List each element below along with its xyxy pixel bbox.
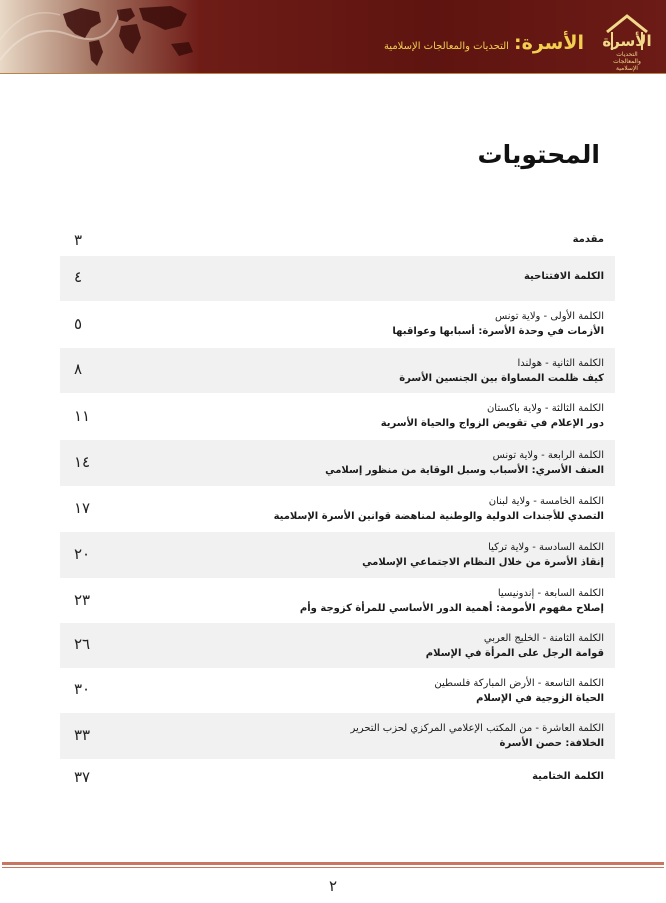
toc-row[interactable] <box>60 623 615 668</box>
toc-speaker: الكلمة الثامنة - الخليج العربي <box>483 633 604 644</box>
toc-speaker: الكلمة الثالثة - ولاية باكستان <box>486 403 604 414</box>
toc-speaker: الكلمة الثانية - هولندا <box>517 358 604 369</box>
toc-row[interactable] <box>60 393 615 440</box>
header-title-main: الأسرة: <box>514 32 584 54</box>
toc-page-number: ٢٣ <box>74 591 91 609</box>
toc-row[interactable] <box>60 348 615 393</box>
toc-title <box>392 309 604 340</box>
toc-topic: دور الإعلام في تقويض الزواج والحياة الأسرية <box>380 418 604 429</box>
toc-title <box>381 401 604 432</box>
toc-page-number: ١١ <box>74 407 91 425</box>
toc-speaker: الكلمة الأولى - ولاية تونس <box>495 311 604 322</box>
toc-entry-title: الكلمة الختامية <box>532 771 604 782</box>
toc-speaker: الكلمة العاشرة - من المكتب الإعلامي المركزي لحزب التحرير <box>350 723 604 734</box>
toc-page-number: ١٧ <box>74 499 91 517</box>
toc-topic: إصلاح مفهوم الأمومة: أهمية الدور الأساسي للمرأة كزوجة وأم <box>299 603 604 614</box>
toc-speaker: الكلمة السابعة - إندونيسيا <box>497 588 604 599</box>
toc-title <box>524 271 604 282</box>
toc-title <box>532 771 604 782</box>
toc-title <box>573 234 604 245</box>
toc-title <box>274 494 604 525</box>
page-title: المحتويات <box>477 140 600 169</box>
footer-rule-thin <box>2 867 664 868</box>
toc-title <box>351 721 605 752</box>
toc-topic: إنقاذ الأسرة من خلال النظام الاجتماعي الإسلامي <box>362 557 604 568</box>
toc-page-number: ٤ <box>74 268 83 286</box>
toc-title <box>300 586 604 617</box>
toc-topic: كيف ظلمت المساواة بين الجنسين الأسرة <box>399 373 604 384</box>
toc-page-number: ٣ <box>74 231 83 249</box>
toc-page-number: ٨ <box>74 360 83 378</box>
table-of-contents <box>60 223 615 799</box>
header-divider <box>0 73 666 74</box>
toc-topic: الأزمات في وحدة الأسرة: أسبابها وعواقبها <box>392 326 604 337</box>
toc-page-number: ٥ <box>74 315 83 333</box>
toc-title <box>399 356 604 387</box>
toc-topic: قوامة الرجل على المرأة في الإسلام <box>425 648 604 659</box>
toc-speaker: الكلمة الخامسة - ولاية لبنان <box>488 496 604 507</box>
toc-speaker: الكلمة السادسة - ولاية تركيا <box>488 542 604 553</box>
page-number: ٢ <box>328 877 338 895</box>
toc-speaker: الكلمة الرابعة - ولاية تونس <box>492 450 604 461</box>
toc-page-number: ٢٦ <box>74 635 91 653</box>
toc-row[interactable] <box>60 578 615 623</box>
toc-row[interactable] <box>60 486 615 532</box>
toc-row[interactable] <box>60 256 615 301</box>
page-header <box>0 0 666 73</box>
footer-rule <box>2 862 664 865</box>
toc-topic: العنف الأسري: الأسباب وسبل الوقاية من منظور إسلامي <box>325 465 604 476</box>
toc-topic: التصدي للأجندات الدولية والوطنية لمناهضة قوانين الأسرة الإسلامية <box>273 511 604 522</box>
toc-row[interactable] <box>60 440 615 486</box>
header-title <box>384 32 584 54</box>
toc-title <box>362 540 604 571</box>
toc-page-number: ٣٠ <box>74 680 91 698</box>
toc-row[interactable] <box>60 713 615 759</box>
toc-speaker: الكلمة التاسعة - الأرض المباركة فلسطين <box>434 678 604 689</box>
toc-row[interactable] <box>60 223 615 256</box>
logo-subtitle: التحديات والمعالجات الإسلامية <box>613 51 641 72</box>
toc-page-number: ٣٣ <box>74 726 91 744</box>
toc-row[interactable] <box>60 301 615 348</box>
toc-entry-title: مقدمة <box>572 234 604 245</box>
toc-title <box>325 448 604 479</box>
toc-row[interactable] <box>60 759 615 799</box>
toc-page-number: ٣٧ <box>74 768 91 786</box>
toc-row[interactable] <box>60 668 615 713</box>
toc-title <box>426 631 604 662</box>
header-title-sub: التحديات والمعالجات الإسلامية <box>383 41 509 52</box>
toc-row[interactable] <box>60 532 615 578</box>
toc-topic: الحياة الزوجية في الإسلام <box>476 693 604 704</box>
toc-topic: الخلافة: حصن الأسرة <box>499 738 604 749</box>
toc-page-number: ١٤ <box>74 453 91 471</box>
toc-page-number: ٢٠ <box>74 545 91 563</box>
world-map-icon <box>55 0 205 73</box>
logo-word: الأسرة <box>602 32 652 50</box>
book-logo <box>602 10 652 72</box>
toc-entry-title: الكلمة الافتتاحية <box>523 271 604 282</box>
toc-title <box>434 676 604 707</box>
